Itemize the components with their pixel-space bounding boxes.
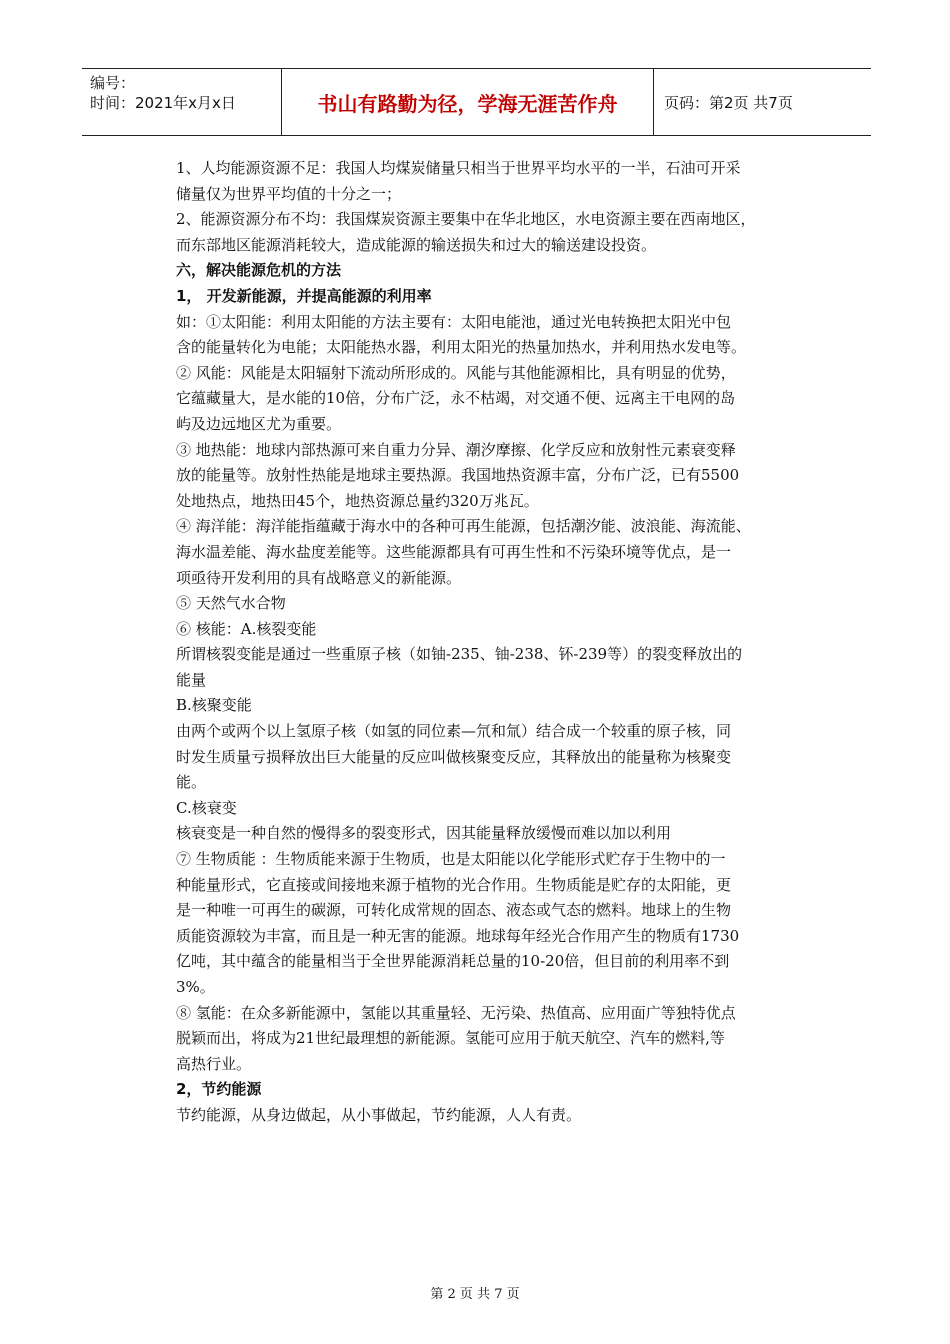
paragraph-line: 处地热点，地热田45个，地热资源总量约320万兆瓦。 (176, 491, 539, 510)
paragraph-line: ⑤ 天然气水合物 (176, 594, 286, 613)
time-label: 时间：2021年x月x日 (90, 94, 236, 112)
paragraph-line: 六，解决能源危机的方法 (176, 261, 342, 280)
paragraph-line: 2，节约能源 (176, 1080, 262, 1099)
paragraph-line: 放的能量等。放射性热能是地球主要热源。我国地热资源丰富，分布广泛，已有5500 (176, 466, 740, 485)
paragraph-line: 含的能量转化为电能；太阳能热水器，利用太阳光的热量加热水，并利用热水发电等。 (176, 338, 747, 357)
paragraph-line: 节约能源，从身边做起，从小事做起，节约能源，人人有责。 (176, 1105, 582, 1124)
paragraph-line: 如：①太阳能：利用太阳能的方法主要有：太阳电能池，通过光电转换把太阳光中包 (176, 312, 732, 331)
paragraph-line: ④ 海洋能：海洋能指蕴藏于海水中的各种可再生能源，包括潮汐能、波浪能、海流能、 (176, 517, 751, 536)
paragraph-line: 1、人均能源资源不足：我国人均煤炭储量只相当于世界平均水平的一半，石油可开采 (176, 159, 741, 177)
paragraph-line: 高热行业。 (176, 1054, 252, 1073)
paragraph-line: 是一种唯一可再生的碳源，可转化成常规的固态、液态或气态的燃料。地球上的生物 (176, 901, 732, 920)
paragraph-line: 1， 开发新能源，并提高能源的利用率 (176, 286, 432, 305)
paragraph-line: ② 风能：风能是太阳辐射下流动所形成的。风能与其他能源相比，具有明显的优势， (176, 363, 736, 382)
page-footer: 第 2 页 共 7 页 (430, 1287, 520, 1302)
paragraph-line: B.核聚变能 (176, 696, 252, 715)
paragraph-line: 储量仅为世界平均值的十分之一； (176, 184, 402, 203)
paragraph-line: 海水温差能、海水盐度差能等。这些能源都具有可再生性和不污染环境等优点，是一 (176, 542, 732, 561)
motto: 书山有路勤为径，学海无涯苦作舟 (282, 69, 654, 135)
paragraph-line: 它蕴藏量大，是水能的10倍，分布广泛，永不枯竭，对交通不便、远离主干电网的岛 (176, 389, 736, 408)
number-label: 编号： (90, 74, 136, 92)
paragraph-line: C.核衰变 (176, 798, 237, 817)
paragraph-line: 能量 (176, 670, 207, 689)
paragraph-line: 由两个或两个以上氢原子核（如氢的同位素—氘和氚）结合成一个较重的原子核，同 (176, 722, 732, 741)
paragraph-line: ③ 地热能：地球内部热源可来自重力分异、潮汐摩擦、化学反应和放射性元素衰变释 (176, 440, 736, 459)
document-body (176, 156, 816, 1129)
paragraph-line: ⑦ 生物质能 ：生物质能来源于生物质，也是太阳能以化学能形式贮存于生物中的一 (176, 850, 726, 869)
paragraph-line: 2、能源资源分布不均：我国煤炭资源主要集中在华北地区，水电资源主要在西南地区， (176, 210, 756, 229)
page-info: 页码：第2页 共7页 (664, 93, 793, 112)
page-header (82, 68, 871, 136)
paragraph-line: 亿吨，其中蕴含的能量相当于全世界能源消耗总量的10-20倍，但目前的利用率不到 (176, 952, 730, 971)
paragraph-line: 3%。 (176, 978, 215, 996)
paragraph-line: 屿及边远地区尤为重要。 (176, 414, 342, 433)
paragraph-line: 所谓核裂变能是通过一些重原子核（如铀-235、铀-238、钚-239等）的裂变释放出的 (176, 645, 743, 664)
header-left-cell (82, 69, 282, 135)
paragraph-line: ⑧ 氢能：在众多新能源中，氢能以其重量轻、无污染、热值高、应用面广等独特优点 (176, 1003, 736, 1022)
paragraph-line: 而东部地区能源消耗较大，造成能源的输送损失和过大的输送建设投资。 (176, 235, 657, 254)
paragraph-line: 种能量形式，它直接或间接地来源于植物的光合作用。生物质能是贮存的太阳能，更 (176, 875, 732, 894)
paragraph-line: 核衰变是一种自然的慢得多的裂变形式，因其能量释放缓慢而难以加以利用 (176, 824, 672, 843)
paragraph-line: 能。 (176, 773, 207, 792)
paragraph-line: 项亟待开发利用的具有战略意义的新能源。 (176, 568, 462, 587)
paragraph-line: 质能资源较为丰富，而且是一种无害的能源。地球每年经光合作用产生的物质有1730 (176, 926, 740, 945)
paragraph-line: 时发生质量亏损释放出巨大能量的反应叫做核聚变反应，其释放出的能量称为核聚变 (176, 747, 732, 766)
paragraph-line: ⑥ 核能：A.核裂变能 (176, 619, 317, 638)
paragraph-line: 脱颖而出，将成为21世纪最理想的新能源。氢能可应用于航天航空、汽车的燃料,等 (176, 1029, 725, 1048)
